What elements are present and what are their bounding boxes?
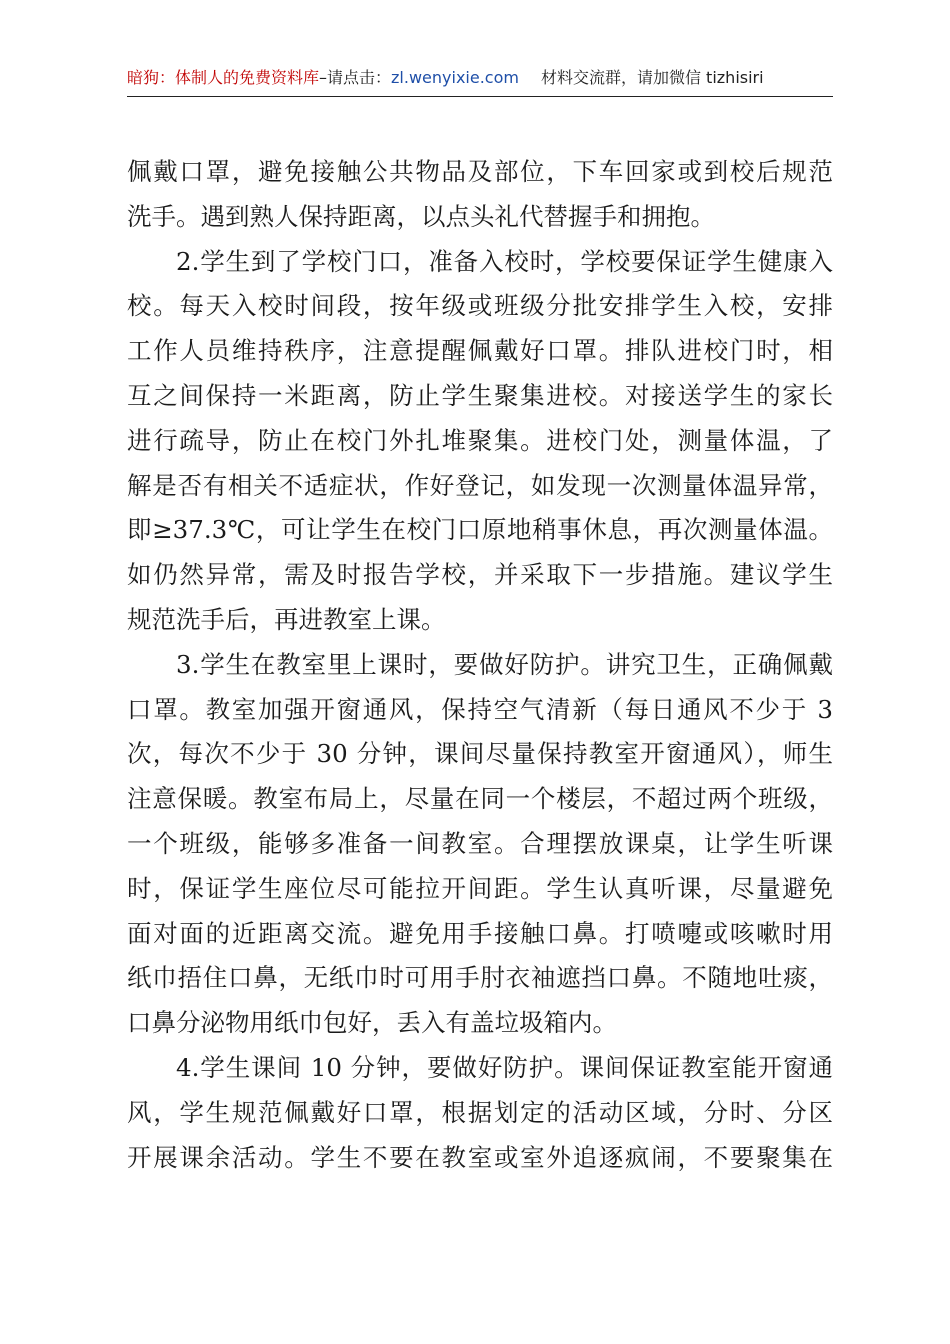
text-line: 口罩。教室加强开窗通风，保持空气清新（每日通风不少于 3 — [127, 694, 833, 724]
text-line: 洗手。遇到熟人保持距离，以点头礼代替握手和拥抱。 — [127, 201, 715, 231]
text-line: 次，每次不少于 30 分钟，课间尽量保持教室开窗通风），师生 — [127, 739, 833, 769]
header-click-prompt: –请点击： — [319, 68, 392, 87]
text-line: 一个班级，能够多准备一间教室。合理摆放课桌，让学生听课 — [127, 828, 833, 858]
paragraph-2-start: 2.学生到了学校门口，准备入校时，学校要保证学生健康入 — [176, 246, 833, 276]
text-line: 即≥37.3℃，可让学生在校门口原地稍事休息，再次测量体温。 — [127, 515, 833, 545]
text-line: 工作人员维持秩序，注意提醒佩戴好口罩。排队进校门时，相 — [127, 336, 833, 366]
text-line: 规范洗手后，再进教室上课。 — [127, 604, 446, 634]
text-line: 进行疏导，防止在校门外扎堆聚集。进校门处，测量体温，了 — [127, 425, 833, 455]
text-line: 面对面的近距离交流。避免用手接触口鼻。打喷嚏或咳嗽时用 — [127, 918, 833, 948]
header-url-link[interactable]: zl.wenyixie.com — [391, 68, 519, 87]
page-header — [127, 66, 833, 97]
text-line: 如仍然异常，需及时报告学校，并采取下一步措施。建议学生 — [127, 560, 833, 590]
text-line: 风，学生规范佩戴好口罩，根据划定的活动区域，分时、分区 — [127, 1097, 833, 1127]
document-body — [127, 150, 833, 1180]
text-line: 校。每天入校时间段，按年级或班级分批安排学生入校，安排 — [127, 291, 833, 321]
header-brand: 暗狗：体制人的免费资料库 — [127, 68, 320, 87]
text-line: 口鼻分泌物用纸巾包好，丢入有盖垃圾箱内。 — [127, 1008, 617, 1038]
text-line: 解是否有相关不适症状，作好登记，如发现一次测量体温异常， — [127, 470, 833, 500]
text-line: 佩戴口罩，避免接触公共物品及部位，下车回家或到校后规范 — [127, 157, 833, 186]
text-line: 开展课余活动。学生不要在教室或室外追逐疯闹，不要聚集在 — [127, 1142, 833, 1172]
header-contact: 材料交流群，请加微信 tizhisiri — [540, 68, 764, 87]
text-line: 纸巾捂住口鼻，无纸巾时可用手肘衣袖遮挡口鼻。不随地吐痰， — [127, 963, 833, 993]
paragraph-3-start: 3.学生在教室里上课时，要做好防护。讲究卫生，正确佩戴 — [176, 649, 833, 679]
text-line: 时，保证学生座位尽可能拉开间距。学生认真听课，尽量避免 — [127, 873, 833, 903]
paragraph-4-start: 4.学生课间 10 分钟，要做好防护。课间保证教室能开窗通 — [176, 1052, 833, 1082]
text-line: 注意保暖。教室布局上，尽量在同一个楼层，不超过两个班级， — [127, 784, 833, 814]
text-line: 互之间保持一米距离，防止学生聚集进校。对接送学生的家长 — [127, 380, 833, 410]
